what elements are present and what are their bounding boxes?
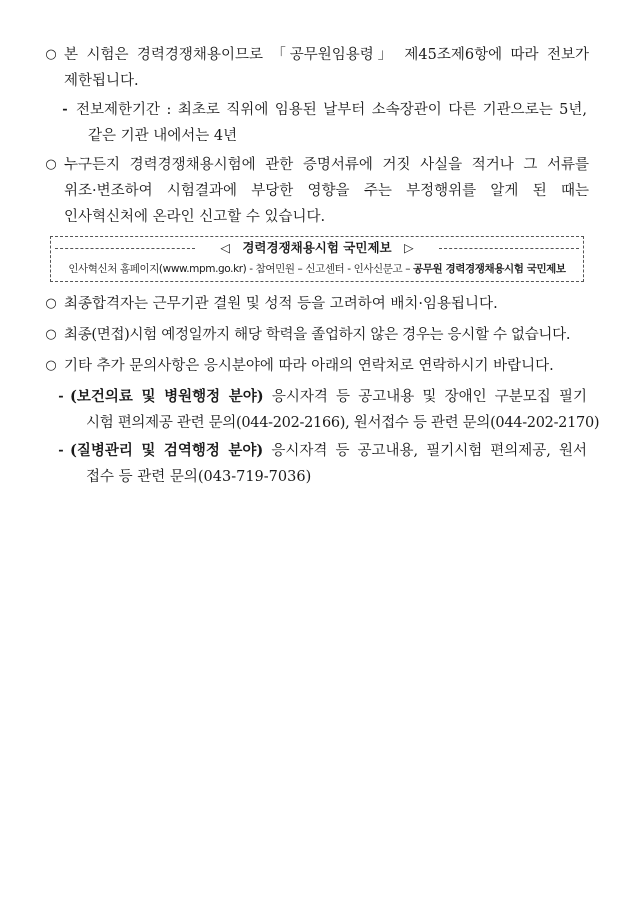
report-title-text: 경력경쟁채용시험 국민제보	[242, 240, 392, 255]
contact-description: 응시자격 등 공고내용 및 장애인 구분모집 필기	[263, 389, 587, 405]
notice-line: 전보제한기간 : 최초로 직위에 임용된 날부터 소속장관이 다른 기관으로는 5년,	[76, 102, 587, 118]
contact-phone-line: 접수 등 관련 문의(043-719-7036)	[86, 469, 312, 485]
dash-bullet: -	[58, 443, 64, 458]
contact-description: 응시자격 등 공고내용, 필기시험 편의제공, 원서	[263, 443, 587, 459]
report-path-menu: 공무원 경력경쟁채용시험 국민제보	[413, 263, 566, 275]
left-triangle-icon: ◁	[220, 240, 230, 255]
contact-field: (질병관리 및 검역행정 분야)	[70, 442, 264, 459]
report-box-title	[51, 239, 583, 257]
circle-bullet: ○	[45, 157, 57, 172]
report-path	[51, 261, 583, 277]
dash-bullet: -	[58, 389, 64, 404]
circle-bullet: ○	[45, 47, 57, 62]
contact-field: (보건의료 및 병원행정 분야)	[70, 388, 264, 405]
notice-line: 인사혁신처에 온라인 신고할 수 있습니다.	[64, 209, 326, 225]
notice-line: 최종(면접)시험 예정일까지 해당 학력을 졸업하지 않은 경우는 응시할 수 없습니다.	[64, 327, 571, 343]
notice-line: 위조·변조하여 시험결과에 부당한 영향을 주는 부정행위를 알게 된 때는	[64, 183, 589, 199]
title-divider	[439, 248, 579, 249]
report-path-box	[50, 236, 584, 282]
notice-line: 본 시험은 경력경쟁채용이므로 「공무원임용령」 제45조제6항에 따라 전보가	[64, 47, 589, 63]
notice-line: 제한됩니다.	[64, 73, 139, 89]
circle-bullet: ○	[45, 327, 57, 342]
notice-line: 최종합격자는 근무기관 결원 및 성적 등을 고려하여 배치·임용됩니다.	[64, 296, 498, 312]
circle-bullet: ○	[45, 358, 57, 373]
report-path-prefix: 인사혁신처 홈페이지(www.mpm.go.kr) - 참여민원 – 신고센터 - 인사신문고 –	[68, 263, 414, 275]
notice-line: 누구든지 경력경쟁채용시험에 관한 증명서류에 거짓 사실을 적거나 그 서류를	[64, 157, 589, 173]
contact-phone-line: 시험 편의제공 관련 문의(044-202-2166), 원서접수 등 관련 문의(044-202-2170)	[86, 415, 600, 431]
dash-bullet: -	[62, 102, 68, 117]
title-divider	[55, 248, 195, 249]
notice-line: 같은 기관 내에서는 4년	[88, 128, 238, 144]
right-triangle-icon: ▷	[403, 240, 414, 255]
circle-bullet: ○	[45, 296, 57, 311]
notice-line: 기타 추가 문의사항은 응시분야에 따라 아래의 연락처로 연락하시기 바랍니다.	[64, 358, 554, 374]
